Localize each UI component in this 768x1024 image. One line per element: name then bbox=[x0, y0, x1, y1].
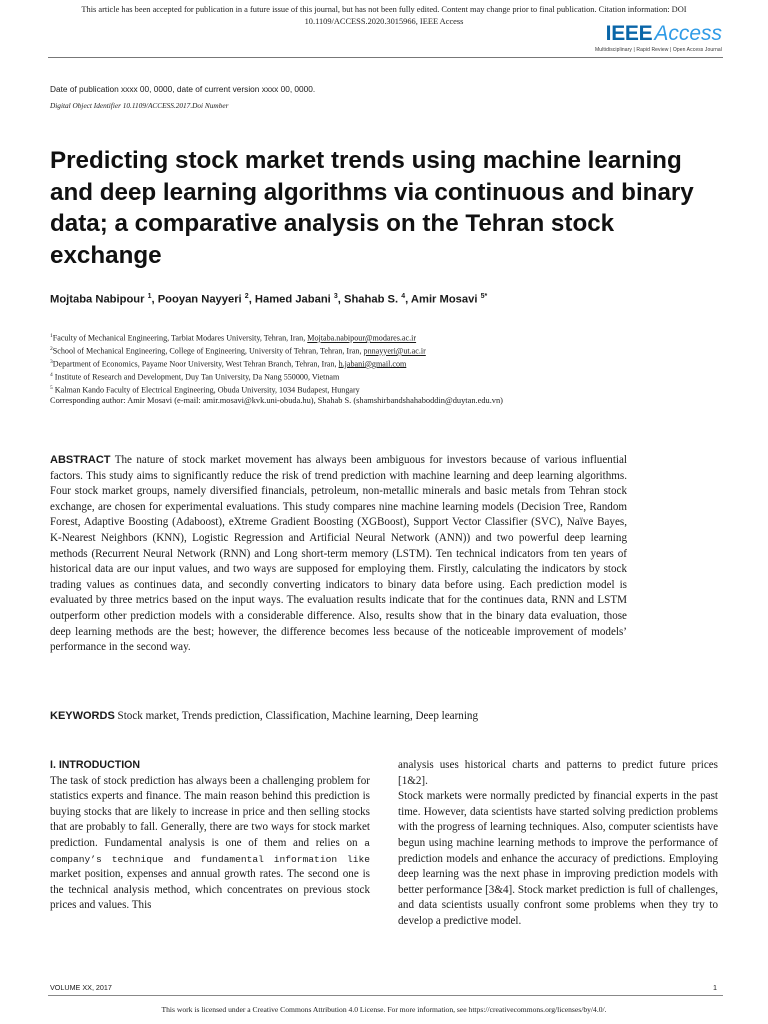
author-separator: , bbox=[151, 293, 158, 306]
affiliation-text: Faculty of Mechanical Engineering, Tarbiat Modares University, Tehran, Iran, bbox=[52, 333, 308, 343]
keywords-text: Stock market, Trends prediction, Classification, Machine learning, Deep learning bbox=[114, 710, 479, 722]
affiliation-text: Institute of Research and Development, Duy Tan University, Da Nang 550000, Vietnam bbox=[52, 372, 340, 382]
author-affiliation-mark: 3 bbox=[333, 293, 338, 300]
affiliation-number: 5 bbox=[50, 384, 53, 391]
affiliation-line bbox=[50, 383, 426, 396]
section-heading-introduction: I. INTRODUCTION bbox=[50, 759, 141, 771]
author-affiliation-mark: 2 bbox=[244, 293, 249, 300]
volume-label: VOLUME XX, 2017 bbox=[50, 983, 112, 992]
affiliation-line bbox=[50, 344, 426, 357]
intro-text: The task of stock prediction has always been a challenging problem for statistics experts and finance. The main reason behind this prediction is buying stocks that are likely to increase in price and then selling stocks that are probably to fall. Generally, there are two ways for stock market prediction. Fundamental analysis is one of them and relies on bbox=[50, 774, 370, 849]
affiliation-text: Kalman Kando Faculty of Electrical Engineering, Obuda University, 1034 Budapest, Hungary bbox=[52, 385, 360, 395]
author-name: Amir Mosavi bbox=[410, 293, 478, 306]
page-number: 1 bbox=[713, 983, 717, 992]
author-name: Mojtaba Nabipour bbox=[50, 293, 145, 306]
intro-paragraph bbox=[50, 774, 370, 914]
author-name: Hamed Jabani bbox=[254, 293, 331, 306]
author-separator: , bbox=[337, 293, 344, 306]
ieee-access-logo bbox=[595, 22, 722, 53]
intro-text: market position, expenses and annual growth rates. The second one is the technical analysis method, which concentrates on previous stock prices and values. This bbox=[50, 868, 370, 912]
license-notice: This work is licensed under a Creative Commons Attribution 4.0 License. For more information, see https://creativecommons.org/licenses/by/4.0/. bbox=[161, 1005, 607, 1014]
logo-ieee-text: IEEE bbox=[605, 22, 653, 45]
author-name: Pooyan Nayyeri bbox=[157, 293, 242, 306]
affiliation-line bbox=[50, 357, 426, 370]
intro-paragraph: analysis uses historical charts and patterns to predict future prices [1&2]. bbox=[398, 759, 718, 787]
affiliation-number: 1 bbox=[50, 333, 53, 339]
affiliation-email-link[interactable]: h.jabani@gmail.com bbox=[338, 359, 407, 369]
affiliation-email-link[interactable]: pnnayyeri@ut.ac.ir bbox=[363, 346, 426, 356]
logo-access-text: Access bbox=[654, 22, 722, 45]
author-affiliation-mark: 5* bbox=[480, 293, 488, 300]
keywords-heading: KEYWORDS bbox=[50, 710, 115, 722]
abstract-text: The nature of stock market movement has always been ambiguous for investors because of various influential factors. This study aims to significantly reduce the risk of trend prediction with machine learning and deep learning algorithms. Four stock market groups, namely diversified financials, petroleum, non-metallic minerals and basic metals from Tehran stock exchange, are chosen for experimental evaluations. This study compares nine machine learning models (Decision Tree, Random Forest, Adaptive Boosting (Adaboost), eXtreme Gradient Boosting (XGBoost), Support Vector Classifier (SVC), Naïve Bayes, K-Nearest Neighbors (KNN), Logistic Regression and Artificial Neural Network (ANN)) and two powerful deep learning methods (Recurrent Neural Network (RNN) and Long short-term memory (LSTM). Ten technical indicators from ten years of historical data are our input values, and two ways are supposed for employing them. Firstly, calculating the indicators by stock trading values as continues data, and secondly converting indicators to binary data before using. Each prediction model is evaluated by three metrics based on the input ways. The evaluation results indicate that for the continues data, RNN and LSTM outperform other prediction models with a considerable difference. Also, results show that in the binary data evaluation, those deep learning methods are the best; however, the difference becomes less because of the noticeable improvement of models’ performance in the second way. bbox=[50, 454, 627, 654]
author-name: Shahab S. bbox=[344, 293, 399, 306]
author-affiliation-mark: 1 bbox=[147, 293, 152, 300]
affiliation-number: 3 bbox=[50, 358, 53, 365]
author-list bbox=[50, 293, 487, 306]
left-column bbox=[50, 758, 370, 914]
intro-paragraph: Stock markets were normally predicted by financial experts in the past time. However, data scientists have started solving prediction problems with the progress of learning techniques. Also, computer scientists have begun using machine learning methods to improve the performance of prediction models and enhance the accuracy of predictions. Employing deep learning was the next phase in improving prediction models with better performance [3&4]. Stock market prediction is full of challenges, and data scientists usually confront some problems when they try to develop a predictive model. bbox=[398, 790, 718, 927]
header-divider bbox=[48, 57, 723, 58]
affiliation-line bbox=[50, 331, 426, 344]
doi-line: Digital Object Identifier 10.1109/ACCESS.2017.Doi Number bbox=[50, 101, 229, 110]
intro-text-mono: a company’s technique and fundamental information like bbox=[50, 837, 370, 865]
corresponding-author: Corresponding author: Amir Mosavi (e-mail: amir.mosavi@kvk.uni-obuda.hu), Shahab S. (shamshirbandshahaboddin@duytan.edu.vn) bbox=[50, 396, 503, 405]
affiliation-text: Department of Economics, Payame Noor University, West Tehran Branch, Tehran, Iran, bbox=[52, 359, 339, 369]
affiliations bbox=[50, 331, 426, 395]
affiliation-email-link[interactable]: Mojtaba.nabipour@modares.ac.ir bbox=[307, 333, 417, 343]
keywords-line bbox=[50, 710, 650, 722]
affiliation-number: 4 bbox=[50, 371, 53, 378]
publication-dates: Date of publication xxxx 00, 0000, date of current version xxxx 00, 0000. bbox=[50, 84, 316, 94]
right-column bbox=[398, 758, 718, 930]
acceptance-notice: This article has been accepted for publication in a future issue of this journal, but has not been fully edited. Content may change prior to final publication. Citation information: DOI 10.1109/ACCESS.2020.3015966, IEEE Access bbox=[81, 5, 687, 26]
affiliation-line bbox=[50, 370, 426, 383]
author-affiliation-mark: 4 bbox=[401, 293, 406, 300]
logo-tagline: Multidisciplinary | Rapid Review | Open Access Journal bbox=[595, 47, 722, 53]
affiliation-number: 2 bbox=[50, 345, 53, 352]
footer-divider bbox=[48, 995, 723, 996]
abstract-paragraph bbox=[50, 453, 627, 656]
paper-title: Predicting stock market trends using machine learning and deep learning algorithms via continuous and binary data; a comparative analysis on the Tehran stock exchange bbox=[50, 147, 694, 269]
author-separator: , bbox=[248, 293, 255, 306]
affiliation-text: School of Mechanical Engineering, College of Engineering, University of Tehran, Tehran, Iran, bbox=[52, 346, 364, 356]
abstract-heading: ABSTRACT bbox=[50, 454, 111, 466]
author-separator: , bbox=[405, 293, 411, 306]
